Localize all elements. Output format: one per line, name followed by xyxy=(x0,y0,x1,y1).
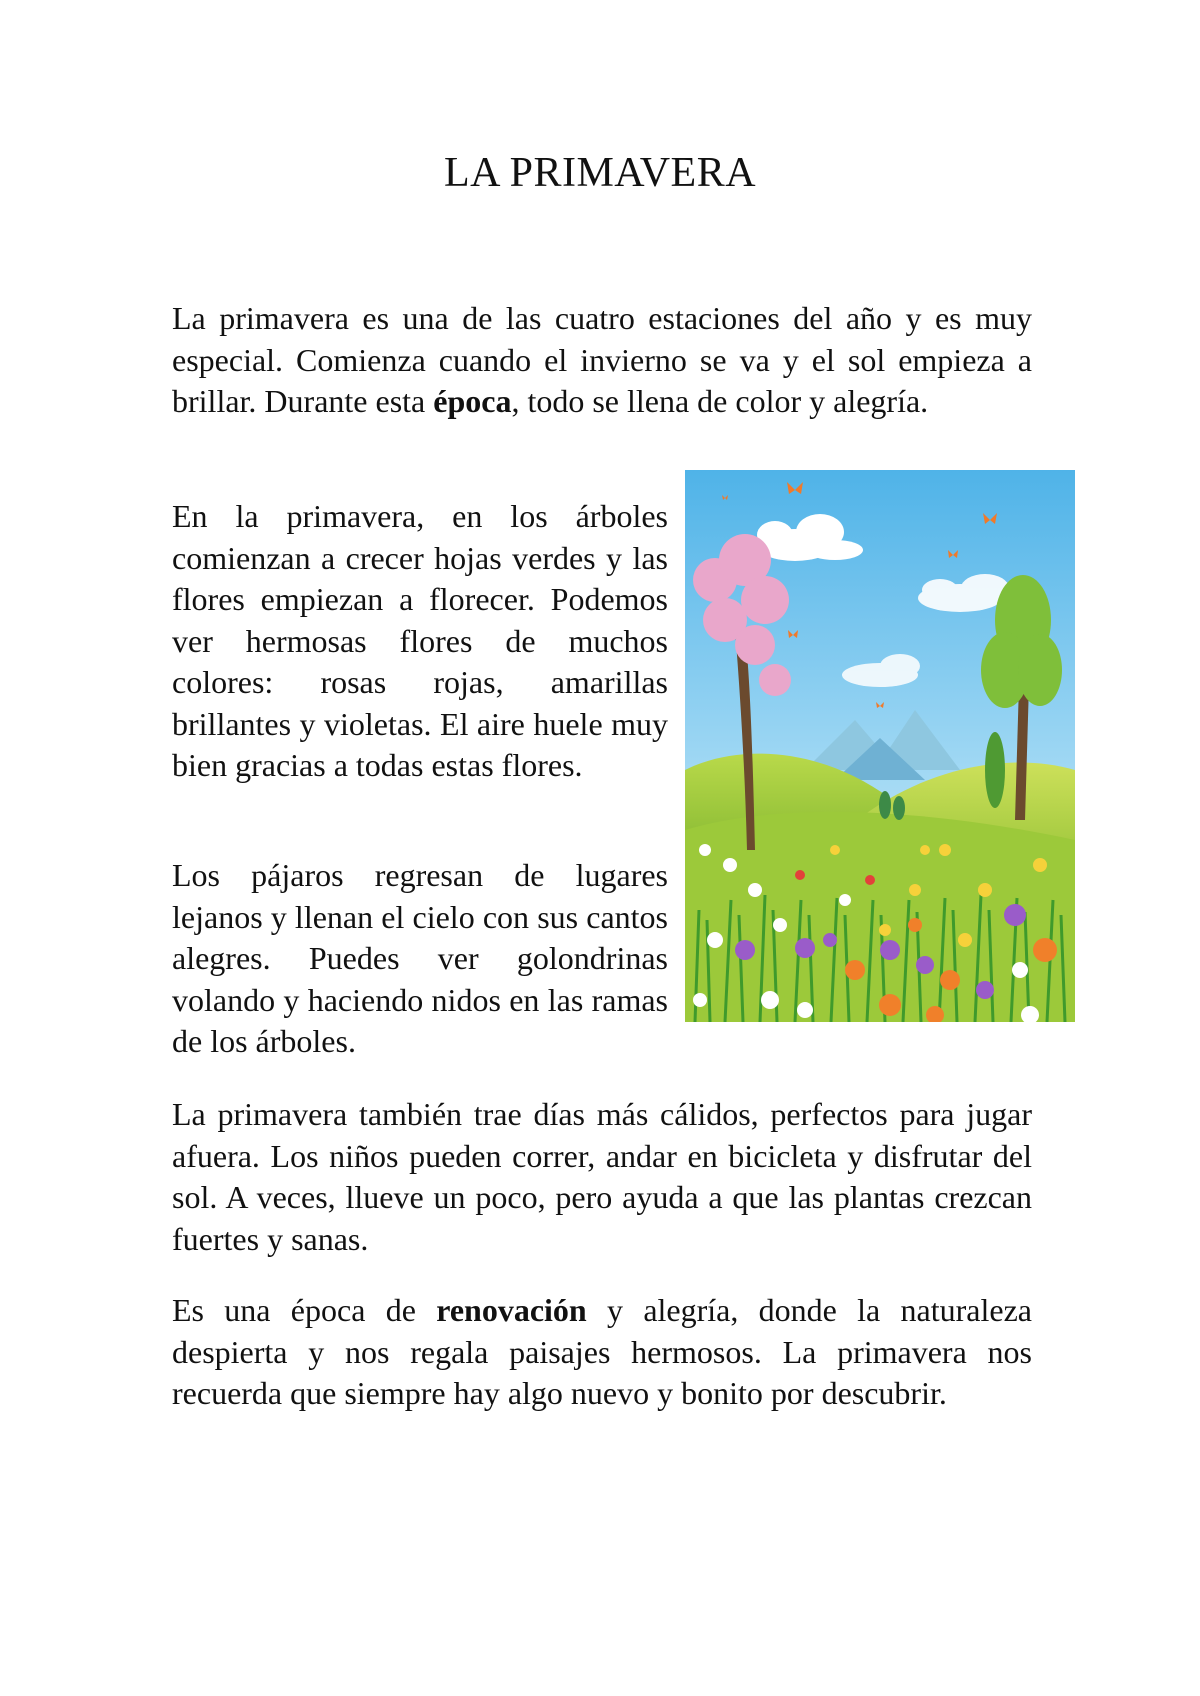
paragraph-renewal xyxy=(172,1290,1032,1415)
paragraph-text: , todo se llena de color y alegría. xyxy=(511,383,929,419)
paragraph-text: y alegría, donde la naturaleza despierta y nos regala paisajes hermosos. La primavera nos recuerda que siempre hay algo nuevo y bonito por descubrir. xyxy=(172,1292,1032,1411)
bold-word: renovación xyxy=(436,1292,587,1328)
paragraph-intro xyxy=(172,298,1032,423)
paragraph-text: La primavera es una de las cuatro estaciones del año y es muy especial. Comienza cuando el invierno se va y el sol empieza a brillar. Durante esta xyxy=(172,300,1032,419)
paragraph-warm-days: La primavera también trae días más cálidos, perfectos para jugar afuera. Los niños pueden correr, andar en bicicleta y disfrutar del sol. A veces, llueve un poco, pero ayuda a que las plantas crezcan fuertes y sanas. xyxy=(172,1096,1032,1257)
paragraph-birds: Los pájaros regresan de lugares lejanos y llenan el cielo con sus cantos alegres. Puedes ver golondrinas volando y haciendo nidos en las ramas de los árboles. xyxy=(172,857,668,1059)
cypress-tree xyxy=(985,732,1005,808)
spring-landscape-illustration xyxy=(685,470,1075,1022)
paragraph-text: Es una época de xyxy=(172,1292,437,1328)
paragraph-flowers: En la primavera, en los árboles comienzan a crecer hojas verdes y las flores empiezan a florecer. Podemos ver hermosas flores de muchos colores: rosas rojas, amarillas brillantes y violetas. El aire huele muy bien gracias a todas estas flores. xyxy=(172,498,668,783)
bold-word: época xyxy=(433,383,512,419)
page-title: LA PRIMAVERA xyxy=(443,150,757,196)
